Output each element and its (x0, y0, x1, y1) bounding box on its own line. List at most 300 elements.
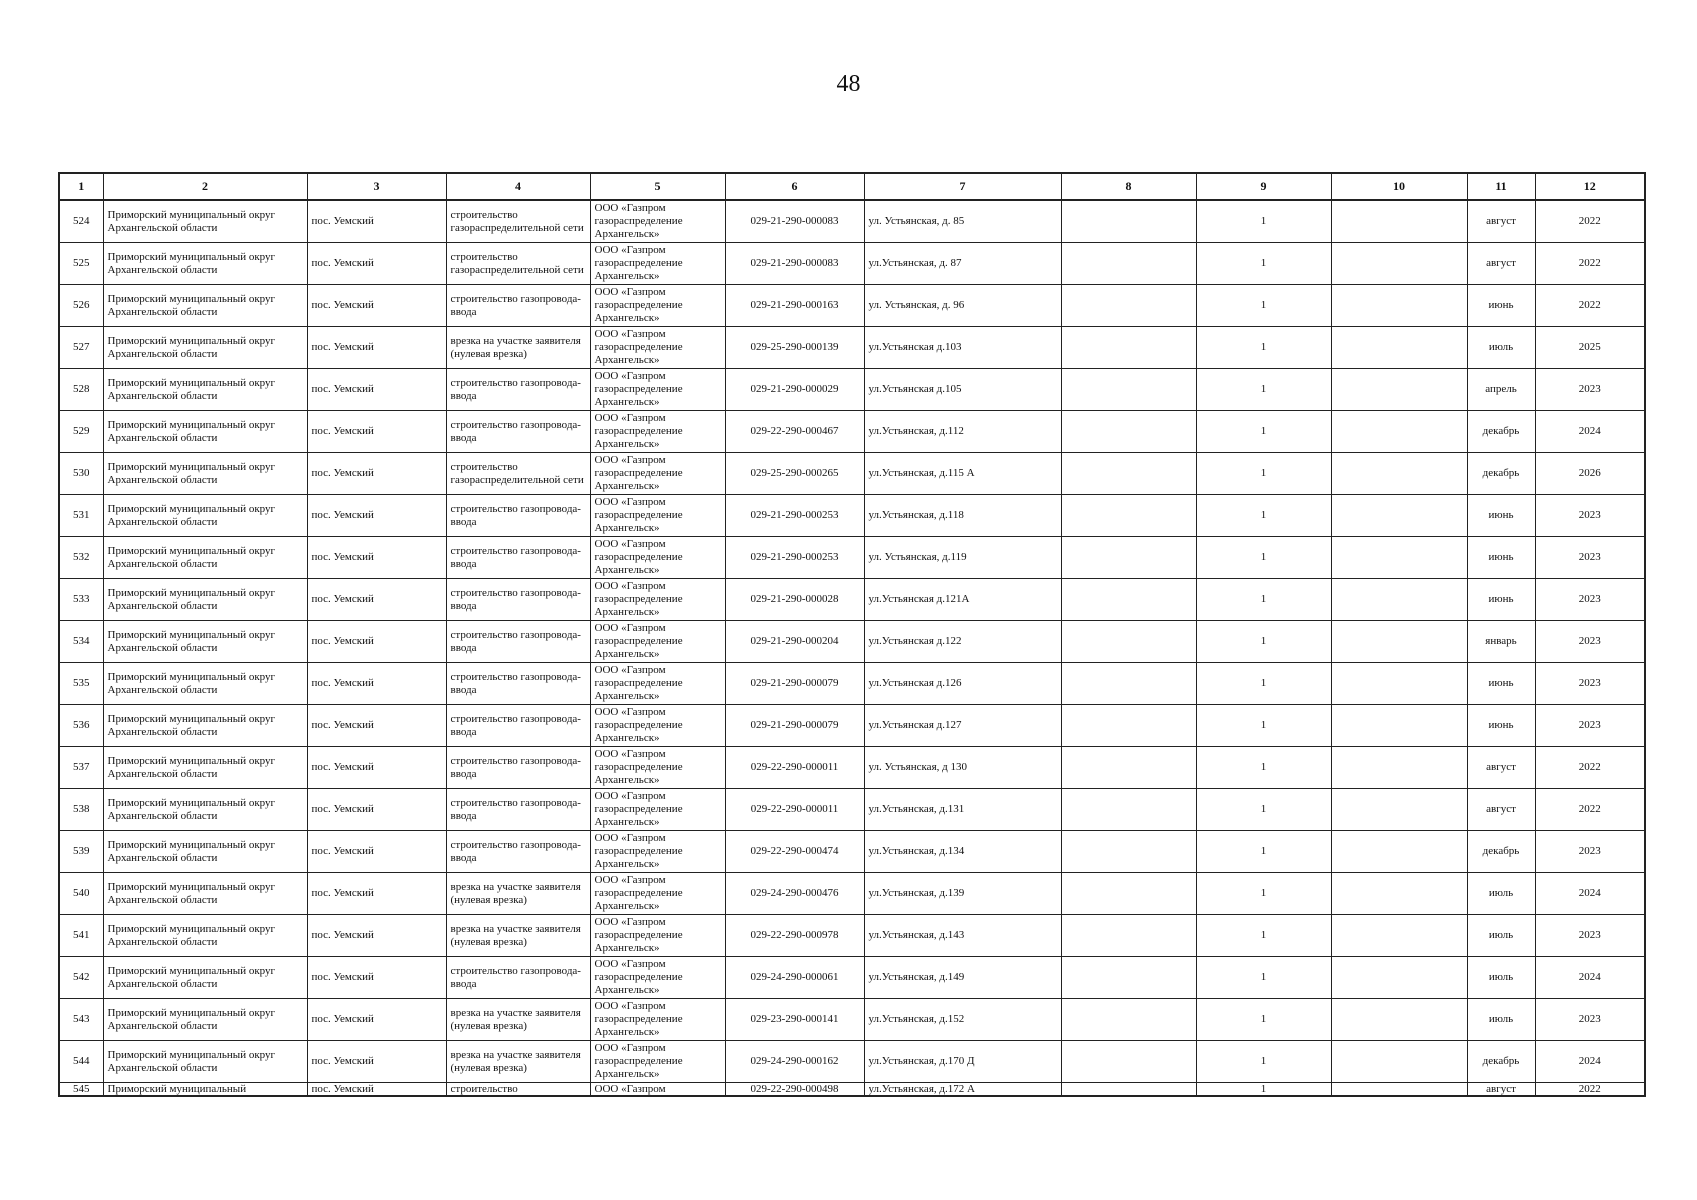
col10-cell (1331, 747, 1467, 789)
year-cell: 2022 (1535, 747, 1645, 789)
municipality-cell: Приморский муниципальный округ Архангельской области (103, 411, 307, 453)
organization-cell: ООО «Газпром газораспределение Архангельск» (590, 873, 725, 915)
quantity-cell: 1 (1196, 957, 1331, 999)
work-type-cell: строительство газопровода-ввода (446, 957, 590, 999)
year-cell: 2026 (1535, 453, 1645, 495)
code-cell: 029-22-290-000978 (725, 915, 864, 957)
col8-cell (1061, 243, 1196, 285)
work-type-cell: строительство газораспределительной сети (446, 453, 590, 495)
address-cell: ул. Устьянская, д.119 (864, 537, 1061, 579)
code-cell: 029-24-290-000162 (725, 1041, 864, 1083)
col10-cell (1331, 999, 1467, 1041)
organization-cell: ООО «Газпром газораспределение Архангельск» (590, 327, 725, 369)
col10-cell (1331, 495, 1467, 537)
month-cell: июль (1467, 999, 1535, 1041)
row-number-cell: 534 (59, 621, 103, 663)
organization-cell: ООО «Газпром газораспределение Архангельск» (590, 411, 725, 453)
work-type-cell: строительство газопровода-ввода (446, 747, 590, 789)
municipality-cell: Приморский муниципальный округ Архангельской области (103, 915, 307, 957)
address-cell: ул.Устьянская, д.115 А (864, 453, 1061, 495)
organization-cell: ООО «Газпром газораспределение Архангельск» (590, 789, 725, 831)
code-cell: 029-21-290-000028 (725, 579, 864, 621)
month-cell: июнь (1467, 663, 1535, 705)
quantity-cell: 1 (1196, 915, 1331, 957)
municipality-cell: Приморский муниципальный округ Архангельской области (103, 495, 307, 537)
year-cell: 2025 (1535, 327, 1645, 369)
month-cell: декабрь (1467, 411, 1535, 453)
work-type-cell (446, 1083, 590, 1097)
month-cell: июнь (1467, 495, 1535, 537)
municipality-cell: Приморский муниципальный округ Архангельской области (103, 747, 307, 789)
settlement-cell: пос. Уемский (307, 200, 446, 243)
month-cell: июль (1467, 957, 1535, 999)
col8-cell (1061, 1083, 1196, 1097)
quantity-cell (1196, 1083, 1331, 1097)
col10-cell (1331, 369, 1467, 411)
table-row (59, 789, 1645, 831)
year-cell: 2023 (1535, 831, 1645, 873)
municipality-cell: Приморский муниципальный округ Архангельской области (103, 873, 307, 915)
month-cell: июнь (1467, 705, 1535, 747)
settlement-cell: пос. Уемский (307, 243, 446, 285)
organization-cell: ООО «Газпром газораспределение Архангельск» (590, 369, 725, 411)
quantity-cell: 1 (1196, 579, 1331, 621)
organization-cell: ООО «Газпром газораспределение Архангельск» (590, 747, 725, 789)
municipality-cell: Приморский муниципальный округ Архангельской области (103, 789, 307, 831)
row-number-cell: 535 (59, 663, 103, 705)
municipality-cell: Приморский муниципальный округ Архангельской области (103, 327, 307, 369)
col8-cell (1061, 285, 1196, 327)
settlement-cell: пос. Уемский (307, 327, 446, 369)
address-cell: ул.Устьянская д.126 (864, 663, 1061, 705)
cell-text: Приморский муниципальный (107, 1083, 247, 1095)
year-cell: 2023 (1535, 999, 1645, 1041)
year-cell: 2024 (1535, 957, 1645, 999)
col8-cell (1061, 705, 1196, 747)
table-row (59, 747, 1645, 789)
row-number-cell: 529 (59, 411, 103, 453)
settlement-cell (307, 1083, 446, 1097)
row-number-cell: 543 (59, 999, 103, 1041)
organization-cell (590, 1083, 725, 1097)
municipality-cell: Приморский муниципальный округ Архангельской области (103, 1041, 307, 1083)
row-number-cell: 530 (59, 453, 103, 495)
month-cell: август (1467, 789, 1535, 831)
quantity-cell: 1 (1196, 537, 1331, 579)
row-number-cell: 536 (59, 705, 103, 747)
work-type-cell: врезка на участке заявителя (нулевая врезка) (446, 999, 590, 1041)
month-cell: декабрь (1467, 1041, 1535, 1083)
work-type-cell: строительство газопровода-ввода (446, 495, 590, 537)
table-row (59, 537, 1645, 579)
quantity-cell: 1 (1196, 285, 1331, 327)
col10-cell (1331, 327, 1467, 369)
organization-cell: ООО «Газпром газораспределение Архангельск» (590, 1041, 725, 1083)
organization-cell: ООО «Газпром газораспределение Архангельск» (590, 999, 725, 1041)
col10-cell (1331, 705, 1467, 747)
settlement-cell: пос. Уемский (307, 579, 446, 621)
row-number-cell: 527 (59, 327, 103, 369)
work-type-cell: строительство газопровода-ввода (446, 537, 590, 579)
work-type-cell: строительство газопровода-ввода (446, 411, 590, 453)
work-type-cell: строительство газопровода-ввода (446, 789, 590, 831)
settlement-cell: пос. Уемский (307, 957, 446, 999)
col8-cell (1061, 369, 1196, 411)
column-header-6: 6 (725, 173, 864, 200)
col10-cell (1331, 663, 1467, 705)
column-header-8: 8 (1061, 173, 1196, 200)
table-row (59, 873, 1645, 915)
work-type-cell: врезка на участке заявителя (нулевая врезка) (446, 1041, 590, 1083)
code-cell: 029-23-290-000141 (725, 999, 864, 1041)
month-cell: август (1467, 200, 1535, 243)
organization-cell: ООО «Газпром газораспределение Архангельск» (590, 200, 725, 243)
organization-cell: ООО «Газпром газораспределение Архангельск» (590, 831, 725, 873)
quantity-cell: 1 (1196, 663, 1331, 705)
row-number-cell: 524 (59, 200, 103, 243)
col10-cell (1331, 621, 1467, 663)
col8-cell (1061, 621, 1196, 663)
cell-text: ул.Устьянская, д.172 А (868, 1083, 975, 1095)
address-cell: ул. Устьянская, д. 96 (864, 285, 1061, 327)
organization-cell: ООО «Газпром газораспределение Архангельск» (590, 705, 725, 747)
cell-text: пос. Уемский (311, 1083, 374, 1095)
month-cell: июль (1467, 873, 1535, 915)
organization-cell: ООО «Газпром газораспределение Архангельск» (590, 537, 725, 579)
settlement-cell: пос. Уемский (307, 621, 446, 663)
municipality-cell: Приморский муниципальный округ Архангельской области (103, 621, 307, 663)
col10-cell (1331, 537, 1467, 579)
column-header-9: 9 (1196, 173, 1331, 200)
column-header-3: 3 (307, 173, 446, 200)
column-header-12: 12 (1535, 173, 1645, 200)
year-cell: 2022 (1535, 243, 1645, 285)
work-type-cell: строительство газопровода-ввода (446, 579, 590, 621)
year-cell: 2024 (1535, 873, 1645, 915)
month-cell: июль (1467, 915, 1535, 957)
cell-text: строительство (450, 1083, 518, 1095)
address-cell: ул.Устьянская д.103 (864, 327, 1061, 369)
code-cell: 029-21-290-000204 (725, 621, 864, 663)
code-cell: 029-21-290-000083 (725, 243, 864, 285)
table-row (59, 453, 1645, 495)
quantity-cell: 1 (1196, 369, 1331, 411)
organization-cell: ООО «Газпром газораспределение Архангельск» (590, 957, 725, 999)
data-table (58, 172, 1646, 1097)
table-row (59, 831, 1645, 873)
code-cell: 029-24-290-000476 (725, 873, 864, 915)
address-cell (864, 1083, 1061, 1097)
row-number-cell: 531 (59, 495, 103, 537)
cell-text: 545 (73, 1083, 90, 1095)
col8-cell (1061, 915, 1196, 957)
row-number-cell: 540 (59, 873, 103, 915)
col10-cell (1331, 1041, 1467, 1083)
col8-cell (1061, 1041, 1196, 1083)
work-type-cell: строительство газопровода-ввода (446, 705, 590, 747)
row-number-cell: 542 (59, 957, 103, 999)
month-cell: август (1467, 243, 1535, 285)
month-cell: январь (1467, 621, 1535, 663)
month-cell: июнь (1467, 285, 1535, 327)
quantity-cell: 1 (1196, 200, 1331, 243)
code-cell: 029-21-290-000079 (725, 663, 864, 705)
work-type-cell: строительство газопровода-ввода (446, 285, 590, 327)
quantity-cell: 1 (1196, 411, 1331, 453)
table-row (59, 411, 1645, 453)
settlement-cell: пос. Уемский (307, 411, 446, 453)
page-number: 48 (836, 71, 861, 97)
organization-cell: ООО «Газпром газораспределение Архангельск» (590, 579, 725, 621)
municipality-cell: Приморский муниципальный округ Архангельской области (103, 537, 307, 579)
table-row (59, 579, 1645, 621)
table-row (59, 999, 1645, 1041)
col8-cell (1061, 663, 1196, 705)
address-cell: ул.Устьянская д.105 (864, 369, 1061, 411)
code-cell: 029-21-290-000079 (725, 705, 864, 747)
cell-text: ООО «Газпром (594, 1083, 666, 1095)
settlement-cell: пос. Уемский (307, 831, 446, 873)
address-cell: ул.Устьянская д.127 (864, 705, 1061, 747)
municipality-cell: Приморский муниципальный округ Архангельской области (103, 831, 307, 873)
quantity-cell: 1 (1196, 621, 1331, 663)
code-cell: 029-21-290-000253 (725, 495, 864, 537)
code-cell: 029-22-290-000011 (725, 789, 864, 831)
municipality-cell: Приморский муниципальный округ Архангельской области (103, 579, 307, 621)
year-cell: 2022 (1535, 200, 1645, 243)
settlement-cell: пос. Уемский (307, 537, 446, 579)
address-cell: ул.Устьянская д.121А (864, 579, 1061, 621)
municipality-cell: Приморский муниципальный округ Архангельской области (103, 663, 307, 705)
header-row (59, 173, 1645, 200)
year-cell: 2022 (1535, 789, 1645, 831)
table-header (59, 173, 1645, 200)
col10-cell (1331, 579, 1467, 621)
col10-cell (1331, 957, 1467, 999)
month-cell: июль (1467, 327, 1535, 369)
col8-cell (1061, 831, 1196, 873)
quantity-cell: 1 (1196, 243, 1331, 285)
col8-cell (1061, 579, 1196, 621)
row-number-cell: 533 (59, 579, 103, 621)
year-cell: 2024 (1535, 1041, 1645, 1083)
col10-cell (1331, 453, 1467, 495)
address-cell: ул.Устьянская, д.118 (864, 495, 1061, 537)
row-number-cell (59, 1083, 103, 1097)
address-cell: ул.Устьянская, д.131 (864, 789, 1061, 831)
month-cell: апрель (1467, 369, 1535, 411)
quantity-cell: 1 (1196, 1041, 1331, 1083)
year-cell: 2023 (1535, 495, 1645, 537)
column-header-5: 5 (590, 173, 725, 200)
code-cell: 029-21-290-000029 (725, 369, 864, 411)
col10-cell (1331, 243, 1467, 285)
code-cell: 029-25-290-000139 (725, 327, 864, 369)
year-cell: 2023 (1535, 915, 1645, 957)
cell-text: 029-22-290-000498 (750, 1083, 839, 1095)
address-cell: ул.Устьянская, д.134 (864, 831, 1061, 873)
work-type-cell: строительство газопровода-ввода (446, 369, 590, 411)
code-cell (725, 1083, 864, 1097)
address-cell: ул.Устьянская, д.112 (864, 411, 1061, 453)
col10-cell (1331, 873, 1467, 915)
municipality-cell: Приморский муниципальный округ Архангельской области (103, 200, 307, 243)
col8-cell (1061, 200, 1196, 243)
code-cell: 029-21-290-000163 (725, 285, 864, 327)
month-cell: июнь (1467, 537, 1535, 579)
settlement-cell: пос. Уемский (307, 453, 446, 495)
settlement-cell: пос. Уемский (307, 705, 446, 747)
year-cell: 2023 (1535, 537, 1645, 579)
column-header-4: 4 (446, 173, 590, 200)
row-number-cell: 541 (59, 915, 103, 957)
table-row (59, 243, 1645, 285)
col8-cell (1061, 789, 1196, 831)
year-cell: 2023 (1535, 369, 1645, 411)
municipality-cell: Приморский муниципальный округ Архангельской области (103, 453, 307, 495)
address-cell: ул.Устьянская, д.170 Д (864, 1041, 1061, 1083)
year-cell: 2023 (1535, 621, 1645, 663)
table-row (59, 285, 1645, 327)
col8-cell (1061, 747, 1196, 789)
settlement-cell: пос. Уемский (307, 1041, 446, 1083)
year-cell: 2023 (1535, 663, 1645, 705)
settlement-cell: пос. Уемский (307, 747, 446, 789)
organization-cell: ООО «Газпром газораспределение Архангельск» (590, 621, 725, 663)
code-cell: 029-21-290-000083 (725, 200, 864, 243)
settlement-cell: пос. Уемский (307, 369, 446, 411)
col8-cell (1061, 453, 1196, 495)
table-row (59, 369, 1645, 411)
address-cell: ул.Устьянская, д.139 (864, 873, 1061, 915)
address-cell: ул. Устьянская, д. 85 (864, 200, 1061, 243)
organization-cell: ООО «Газпром газораспределение Архангельск» (590, 453, 725, 495)
table-row (59, 621, 1645, 663)
address-cell: ул.Устьянская, д. 87 (864, 243, 1061, 285)
organization-cell: ООО «Газпром газораспределение Архангельск» (590, 663, 725, 705)
col8-cell (1061, 999, 1196, 1041)
work-type-cell: врезка на участке заявителя (нулевая врезка) (446, 327, 590, 369)
row-number-cell: 544 (59, 1041, 103, 1083)
code-cell: 029-22-290-000467 (725, 411, 864, 453)
table-row (59, 915, 1645, 957)
work-type-cell: строительство газораспределительной сети (446, 200, 590, 243)
table-row (59, 1041, 1645, 1083)
quantity-cell: 1 (1196, 705, 1331, 747)
cell-text: 2022 (1578, 1083, 1601, 1095)
month-cell: июнь (1467, 579, 1535, 621)
table-row (59, 200, 1645, 243)
year-cell: 2023 (1535, 579, 1645, 621)
address-cell: ул. Устьянская, д 130 (864, 747, 1061, 789)
table-row (59, 705, 1645, 747)
table-row (59, 663, 1645, 705)
table-body (59, 200, 1645, 1096)
municipality-cell: Приморский муниципальный округ Архангельской области (103, 957, 307, 999)
work-type-cell: строительство газопровода-ввода (446, 621, 590, 663)
row-number-cell: 538 (59, 789, 103, 831)
municipality-cell: Приморский муниципальный округ Архангельской области (103, 369, 307, 411)
municipality-cell: Приморский муниципальный округ Архангельской области (103, 705, 307, 747)
work-type-cell: строительство газораспределительной сети (446, 243, 590, 285)
col10-cell (1331, 831, 1467, 873)
settlement-cell: пос. Уемский (307, 789, 446, 831)
address-cell: ул.Устьянская, д.143 (864, 915, 1061, 957)
table-row (59, 327, 1645, 369)
row-number-cell: 526 (59, 285, 103, 327)
quantity-cell: 1 (1196, 495, 1331, 537)
col10-cell (1331, 411, 1467, 453)
col10-cell (1331, 200, 1467, 243)
col10-cell (1331, 915, 1467, 957)
table-row (59, 1083, 1645, 1097)
work-type-cell: врезка на участке заявителя (нулевая врезка) (446, 873, 590, 915)
column-header-1: 1 (59, 173, 103, 200)
col10-cell (1331, 789, 1467, 831)
organization-cell: ООО «Газпром газораспределение Архангельск» (590, 915, 725, 957)
settlement-cell: пос. Уемский (307, 873, 446, 915)
code-cell: 029-25-290-000265 (725, 453, 864, 495)
cell-text: 1 (1260, 1083, 1267, 1095)
work-type-cell: строительство газопровода-ввода (446, 831, 590, 873)
work-type-cell: строительство газопровода-ввода (446, 663, 590, 705)
address-cell: ул.Устьянская, д.152 (864, 999, 1061, 1041)
municipality-cell (103, 1083, 307, 1097)
col8-cell (1061, 327, 1196, 369)
column-header-11: 11 (1467, 173, 1535, 200)
column-header-7: 7 (864, 173, 1061, 200)
month-cell: август (1467, 747, 1535, 789)
year-cell: 2023 (1535, 705, 1645, 747)
year-cell: 2024 (1535, 411, 1645, 453)
month-cell: декабрь (1467, 831, 1535, 873)
month-cell: декабрь (1467, 453, 1535, 495)
col8-cell (1061, 411, 1196, 453)
quantity-cell: 1 (1196, 789, 1331, 831)
row-number-cell: 525 (59, 243, 103, 285)
quantity-cell: 1 (1196, 831, 1331, 873)
organization-cell: ООО «Газпром газораспределение Архангельск» (590, 243, 725, 285)
municipality-cell: Приморский муниципальный округ Архангельской области (103, 285, 307, 327)
organization-cell: ООО «Газпром газораспределение Архангельск» (590, 285, 725, 327)
table-row (59, 957, 1645, 999)
col10-cell (1331, 1083, 1467, 1097)
code-cell: 029-24-290-000061 (725, 957, 864, 999)
quantity-cell: 1 (1196, 999, 1331, 1041)
year-cell: 2022 (1535, 285, 1645, 327)
year-cell (1535, 1083, 1645, 1097)
code-cell: 029-21-290-000253 (725, 537, 864, 579)
table-row (59, 495, 1645, 537)
settlement-cell: пос. Уемский (307, 999, 446, 1041)
address-cell: ул.Устьянская д.122 (864, 621, 1061, 663)
code-cell: 029-22-290-000011 (725, 747, 864, 789)
settlement-cell: пос. Уемский (307, 915, 446, 957)
settlement-cell: пос. Уемский (307, 495, 446, 537)
row-number-cell: 532 (59, 537, 103, 579)
column-header-10: 10 (1331, 173, 1467, 200)
settlement-cell: пос. Уемский (307, 663, 446, 705)
col8-cell (1061, 957, 1196, 999)
address-cell: ул.Устьянская, д.149 (864, 957, 1061, 999)
settlement-cell: пос. Уемский (307, 285, 446, 327)
col8-cell (1061, 537, 1196, 579)
code-cell: 029-22-290-000474 (725, 831, 864, 873)
column-header-2: 2 (103, 173, 307, 200)
quantity-cell: 1 (1196, 747, 1331, 789)
row-number-cell: 539 (59, 831, 103, 873)
organization-cell: ООО «Газпром газораспределение Архангельск» (590, 495, 725, 537)
